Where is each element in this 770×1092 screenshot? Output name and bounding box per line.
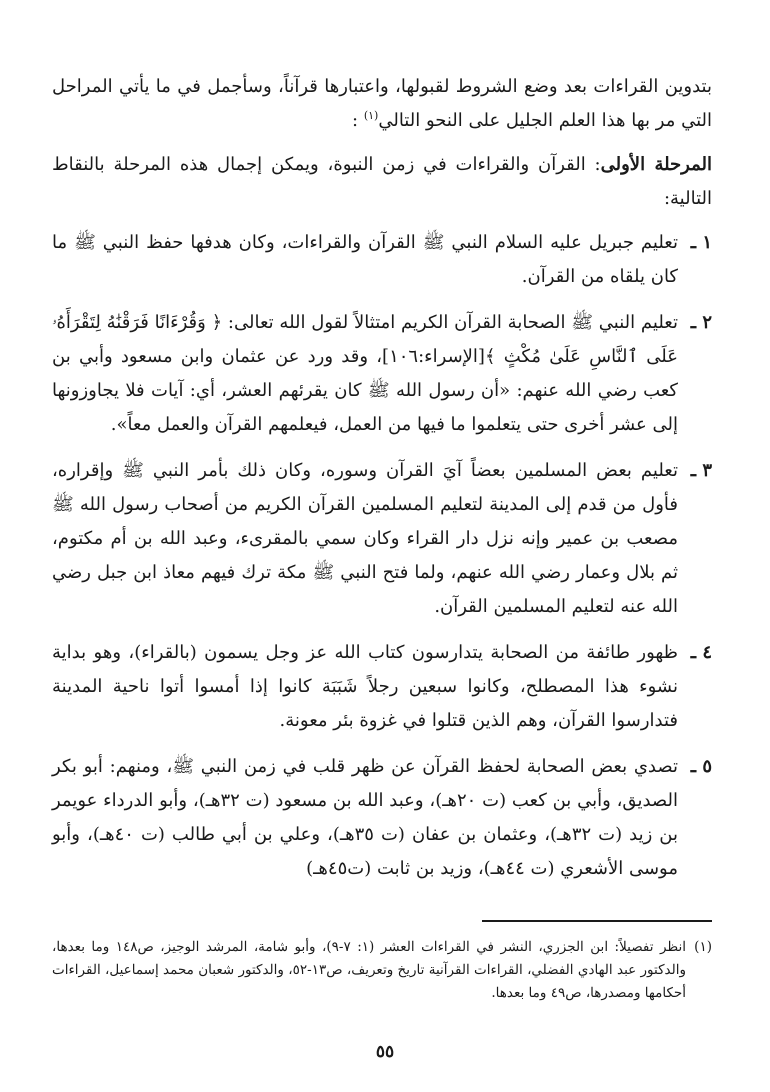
- stage-text: : القرآن والقراءات في زمن النبوة، ويمكن إجمال هذه المرحلة بالنقاط التالية:: [52, 154, 712, 209]
- page-body: [52, 70, 712, 898]
- list-item-number: ١ ـ: [690, 232, 712, 253]
- list-item: [52, 226, 712, 294]
- list-item-number: ٣ ـ: [690, 460, 712, 481]
- intro-text: بتدوين القراءات بعد وضع الشروط لقبولها، واعتبارها قرآناً، وسأجمل في ما يأتي المراحل التي مر بها هذا العلم الجليل على النحو التالي: [52, 76, 712, 131]
- list-item-number: ٤ ـ: [690, 642, 712, 663]
- intro-tail: :: [352, 110, 359, 131]
- list-item: [52, 636, 712, 738]
- intro-paragraph: [52, 70, 712, 138]
- footnote-reference[interactable]: (١): [363, 109, 379, 122]
- page-number: ٥٥: [375, 1042, 395, 1062]
- footnote-text: انظر تفصيلاً: ابن الجزري، النشر في القراءات العشر (١: ٧-٩)، وأبو شامة، المرشد الوجيز، ص١٤٨ وما بعدها، والدكتور عبد الهادي الفضلي، القراءات القرآنية تاريخ وتعريف، ص١٣-٥٢، والدكتور شعبان محمد إسماعيل، القراءات أحكامها ومصدرها، ص٤٩ وما بعدها.: [52, 939, 687, 1001]
- footnote: [52, 936, 712, 1005]
- list-item-text: تعليم بعض المسلمين بعضاً آيَ القرآن وسوره، وكان ذلك بأمر النبي ﷺ وإقراره، فأول من قدم إلى المدينة لتعليم المسلمين القرآن الكريم من أصحاب رسول الله ﷺ مصعب بن عمير وإنه نزل دار القراء وكان سمي بالمقرىء، وعبد الله بن أم مكتوم، ثم بلال وعمار رضي الله عنهم، ولما فتح النبي ﷺ مكة ترك فيهم معاذ ابن جبل رضي الله عنه لتعليم المسلمين القرآن.: [52, 460, 678, 617]
- list-item-text: تصدي بعض الصحابة لحفظ القرآن عن ظهر قلب في زمن النبي ﷺ، ومنهم: أبو بكر الصديق، وأبي بن كعب (ت ٢٠هـ)، وعبد الله بن مسعود (ت ٣٢هـ)، وأبو الدرداء عويمر بن زيد (ت ٣٢هـ)، وعثمان بن عفان (ت ٣٥هـ)، وعلي بن أبي طالب (ت ٤٠هـ)، وأبو موسى الأشعري (ت ٤٤هـ)، وزيد بن ثابت (ت٤٥هـ): [52, 756, 678, 879]
- list-item-text: تعليم النبي ﷺ الصحابة القرآن الكريم امتثالاً لقول الله تعالى: ﴿ وَقُرْءَانًا فَرَقْنَٰهُ لِتَقْرَأَهُۥ عَلَى ٱلنَّاسِ عَلَىٰ مُكْثٍ ﴾[الإسراء:١٠٦]، وقد ورد عن عثمان وابن مسعود وأبي بن كعب رضي الله عنهم: «أن رسول الله ﷺ كان يقرئهم العشر، أي: آيات فلا يجاوزونها إلى عشر أخرى حتى يتعلموا ما فيها من العمل، فيعلمهم القرآن والعمل معاً».: [52, 312, 678, 435]
- list-item-number: ٥ ـ: [690, 756, 712, 777]
- list-item: [52, 750, 712, 886]
- list-item-text: تعليم جبريل عليه السلام النبي ﷺ القرآن والقراءات، وكان هدفها حفظ النبي ﷺ ما كان يلقاه من القرآن.: [52, 232, 679, 287]
- list-item: [52, 454, 712, 624]
- stage-paragraph: [52, 148, 712, 216]
- list-item-text: ظهور طائفة من الصحابة يتدارسون كتاب الله عز وجل يسمون (بالقراء)، وهو بداية نشوء هذا المصطلح، وكانوا سبعين رجلاً شَبَبَة كانوا إذا أمسوا أتوا ناحية المدينة فتدارسوا القرآن، وهم الذين قتلوا في غزوة بئر معونة.: [52, 642, 678, 731]
- list-item: [52, 306, 712, 442]
- footnote-mark: (١): [694, 939, 712, 955]
- footnote-divider: [482, 920, 712, 922]
- list-item-number: ٢ ـ: [690, 312, 712, 333]
- stage-heading: المرحلة الأولى: [600, 154, 712, 175]
